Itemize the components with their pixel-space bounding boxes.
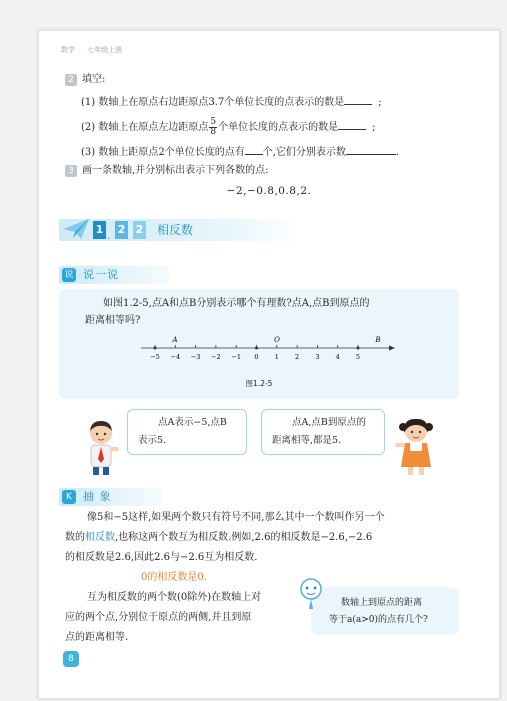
speech-bubble-icon: 说 <box>62 268 76 282</box>
answer-blank[interactable] <box>346 144 396 155</box>
label-o: O <box>274 336 280 344</box>
section-number-3: 2 <box>133 221 146 239</box>
zero-rule: 0的相反数是0. <box>141 572 207 583</box>
abstract-p2-line-2: 应的两个点,分别位于原点的两侧,并且到原 <box>65 612 252 623</box>
fraction-5-8 <box>209 118 217 137</box>
q2-item-1-semicolon: ; <box>378 97 382 108</box>
left-speech-bubble <box>127 409 247 455</box>
q3-number: 3 <box>65 165 77 177</box>
q2-title: 填空: <box>82 74 106 85</box>
fraction-numerator: 5 <box>210 117 217 127</box>
book-label: 七年级上册 <box>87 46 123 54</box>
girl-student-icon <box>395 417 437 477</box>
abstract-tag <box>59 488 161 506</box>
fraction-denominator: 8 <box>210 127 217 137</box>
left-bubble-line-2: 表示5. <box>138 435 167 446</box>
tick-label: 5 <box>355 353 361 361</box>
tick-label: 1 <box>274 353 279 361</box>
page-number: 8 <box>63 651 79 667</box>
q2-item-3 <box>81 144 399 160</box>
answer-blank[interactable] <box>245 144 263 155</box>
answer-blank[interactable] <box>338 119 366 130</box>
abstract-p1-line-2-post: ,也称这两个数互为相反数.例如,2.6的相反数是−2.6,−2.6 <box>115 532 373 543</box>
side-note-line-2: 等于a(a>0)的点有几个? <box>329 615 428 625</box>
thinking-character-icon <box>297 577 325 611</box>
point-marker <box>357 347 360 350</box>
abstract-p1-line-3: 的相反数是2.6,因此2.6与−2.6互为相反数. <box>65 552 258 563</box>
label-a: A <box>172 336 178 344</box>
q2-item-3-period: . <box>395 147 400 158</box>
axis-and-ticks <box>141 345 395 351</box>
boy-student-icon <box>79 419 123 477</box>
section-title: 相反数 <box>157 223 194 237</box>
paper-plane-icon <box>61 217 91 243</box>
figure-caption: 图1.2-5 <box>245 379 273 388</box>
section-heading <box>59 219 299 241</box>
q3-heading <box>65 164 269 178</box>
answer-blank[interactable] <box>344 94 372 105</box>
q2-item-3-pre: (3) 数轴上距原点2个单位长度的点有 <box>81 147 245 158</box>
think-question-line-2: 距离相等吗? <box>85 315 141 326</box>
point-marker <box>154 347 157 350</box>
axis-arrow <box>389 346 395 351</box>
abstract-p2-line-1: 互为相反数的两个数(0除外)在数轴上对 <box>87 592 262 603</box>
q3-text: 画一条数轴,并分别标出表示下列各数的点: <box>82 165 269 176</box>
tick-label: −2 <box>211 353 221 361</box>
think-panel <box>59 289 459 399</box>
tick-label: 2 <box>295 353 300 361</box>
number-line-figure <box>141 333 397 371</box>
abstract-p1-line-2-pre: 数的 <box>65 532 85 543</box>
side-note-line-1: 数轴上到原点的距离 <box>341 598 423 608</box>
q2-item-3-mid: 个,它们分别表示数 <box>262 147 346 158</box>
think-label: 说一说 <box>83 268 119 281</box>
q2-item-2-post: 个单位长度的点表示的数是 <box>218 122 339 133</box>
q3-numbers: −2,−0.8,0.8,2. <box>226 185 312 197</box>
q2-heading <box>65 73 105 87</box>
tick-label: −1 <box>231 353 241 361</box>
label-b: B <box>375 336 381 344</box>
abstract-label: 抽 象 <box>83 490 112 503</box>
q2-item-2-semicolon: ; <box>372 122 376 133</box>
abstract-p1-line-2 <box>65 531 372 545</box>
right-bubble-line-2: 距离相等,都是5. <box>272 435 342 446</box>
tick-label: −5 <box>150 353 160 361</box>
side-note <box>311 587 459 635</box>
q2-number: 2 <box>65 74 77 86</box>
tick-label: 3 <box>315 353 320 361</box>
term-opposite-number: 相反数 <box>85 532 115 543</box>
right-bubble-line-1: 点A,点B到原点的 <box>292 417 366 428</box>
running-header <box>61 45 132 55</box>
think-question-line-1: 如图1.2-5,点A和点B分别表示哪个有理数?点A,点B到原点的 <box>103 298 370 309</box>
section-number-1: 1 <box>93 221 106 239</box>
section-dot: . <box>107 231 111 242</box>
tick-labels <box>150 353 360 361</box>
q2-item-2 <box>81 118 375 137</box>
abstract-p1-line-1: 像5和−5这样,如果两个数只有符号不同,那么其中一个数叫作另一个 <box>87 512 385 523</box>
point-marker <box>255 347 258 350</box>
think-tag <box>59 266 169 284</box>
q2-item-1-text: (1) 数轴上在原点右边距原点3.7个单位长度的点表示的数是 <box>81 97 345 108</box>
textbook-page <box>38 30 500 699</box>
tick-label: −3 <box>190 353 201 361</box>
tick-label: 4 <box>335 353 340 361</box>
q2-item-2-pre: (2) 数轴上在原点左边距原点 <box>81 122 209 133</box>
abstract-icon: K <box>62 490 76 504</box>
right-speech-bubble <box>261 409 385 455</box>
left-bubble-line-1: 点A表示−5,点B <box>158 417 227 428</box>
tick-label: 0 <box>254 353 259 361</box>
section-number-2: 2 <box>115 221 128 239</box>
tick-label: −4 <box>170 353 181 361</box>
subject-label: 数学 <box>61 46 75 54</box>
q2-item-1 <box>81 94 382 110</box>
abstract-p2-line-3: 点的距离相等. <box>65 632 129 643</box>
